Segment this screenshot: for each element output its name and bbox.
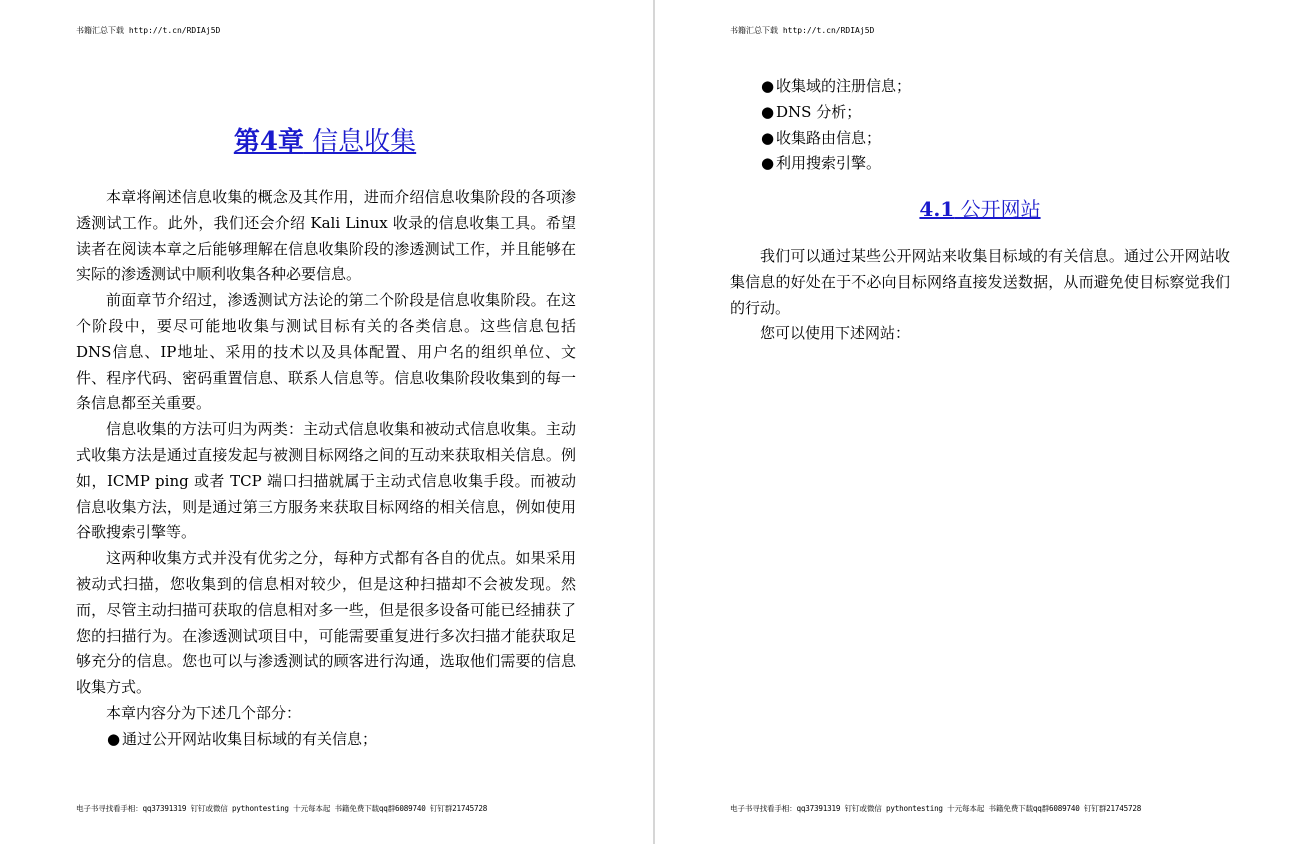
section-body <box>730 244 1230 347</box>
section-title-text: 公开网站 <box>954 197 1041 221</box>
paragraph: 我们可以通过某些公开网站来收集目标域的有关信息。通过公开网站收集信息的好处在于不必向目标网络直接发送数据，从而避免使目标察觉我们的行动。 <box>730 247 1230 317</box>
bullet-icon: ● <box>761 102 775 121</box>
page-footer: 电子书寻找看手相：qq37391319 钉钉或微信 pythontesting 十元每本起 书籍免费下载qq群6089740 钉钉群21745728 <box>76 804 488 813</box>
list-item <box>730 126 911 152</box>
list-item-text: 收集路由信息； <box>776 128 882 147</box>
chapter-title-text: 信息收集 <box>303 127 417 157</box>
bullet-icon: ● <box>761 128 775 147</box>
right-page <box>655 0 1309 844</box>
list-item-text: 利用搜索引擎。 <box>776 154 882 173</box>
list-item <box>730 74 911 100</box>
bullet-icon: ● <box>761 154 775 173</box>
paragraph: 信息收集的方法可归为两类：主动式信息收集和被动式信息收集。主动式收集方法是通过直接发起与被测目标网络之间的互动来获取相关信息。例如，ICMP ping 或者 TCP 端口扫描就属于主动式信息收集手段。而被动信息收集方法，则是通过第三方服务来获取目标网络的相关信息，例如使用谷歌搜索引擎等。 <box>76 420 576 542</box>
chapter-contents-list <box>76 727 576 753</box>
page-footer: 电子书寻找看手相：qq37391319 钉钉或微信 pythontesting 十元每本起 书籍免费下载qq群6089740 钉钉群21745728 <box>730 804 1142 813</box>
page-header: 书籍汇总下载 http://t.cn/RDIAj5D <box>730 26 875 35</box>
chapter-body <box>76 185 576 753</box>
paragraph: 本章将阐述信息收集的概念及其作用，进而介绍信息收集阶段的各项渗透测试工作。此外，我们还会介绍 Kali Linux 收录的信息收集工具。希望读者在阅读本章之后能够理解在信息收集阶段的渗透测试工作，并且能够在实际的渗透测试中顺利收集各种必要信息。 <box>76 188 576 284</box>
chapter-contents-list-continued <box>730 74 911 177</box>
paragraph: 前面章节介绍过，渗透测试方法论的第二个阶段是信息收集阶段。在这个阶段中，要尽可能地收集与测试目标有关的各类信息。这些信息包括DNS信息、IP地址、采用的技术以及具体配置、用户名的组织单位、文件、程序代码、密码重置信息、联系人信息等。信息收集阶段收集到的每一条信息都至关重要。 <box>76 291 576 413</box>
list-item <box>76 727 576 753</box>
list-item-text: DNS 分析； <box>776 102 862 121</box>
list-item <box>730 100 911 126</box>
bullet-icon: ● <box>761 77 775 95</box>
bullet-icon: ● <box>107 729 121 748</box>
section-number: 4.1 <box>919 197 955 221</box>
page-header: 书籍汇总下载 http://t.cn/RDIAj5D <box>76 26 221 35</box>
paragraph: 本章内容分为下述几个部分： <box>106 703 302 722</box>
section-title[interactable] <box>730 194 1230 224</box>
chapter-title[interactable] <box>76 122 574 162</box>
list-item-text: 收集域的注册信息； <box>776 77 912 95</box>
chapter-number: 第4章 <box>233 127 304 157</box>
list-item-text: 通过公开网站收集目标域的有关信息； <box>122 729 378 748</box>
bullet-list <box>730 74 911 177</box>
paragraph: 这两种收集方式并没有优劣之分，每种方式都有各自的优点。如果采用被动式扫描，您收集到的信息相对较少，但是这种扫描却不会被发现。然而，尽管主动扫描可获取的信息相对多一些，但是很多设备可能已经捕获了您的扫描行为。在渗透测试项目中，可能需要重复进行多次扫描才能获取足够充分的信息。您也可以与渗透测试的顾客进行沟通，选取他们需要的信息收集方式。 <box>76 549 576 697</box>
paragraph: 您可以使用下述网站： <box>760 324 911 343</box>
left-page <box>0 0 653 844</box>
list-item <box>730 151 911 177</box>
